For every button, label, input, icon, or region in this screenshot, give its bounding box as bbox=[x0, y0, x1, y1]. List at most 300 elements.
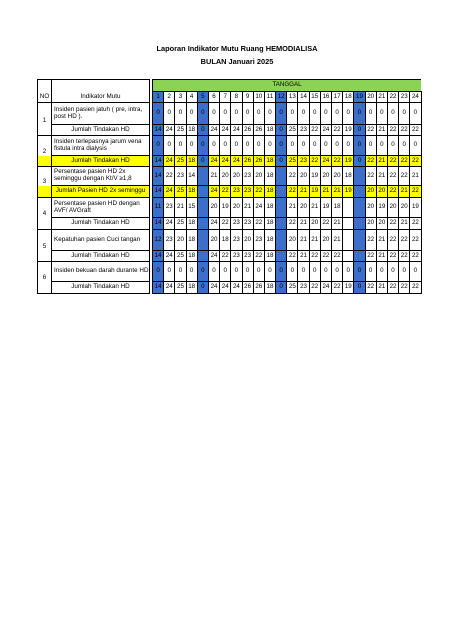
table-row bbox=[38, 186, 422, 198]
row-number bbox=[38, 218, 52, 230]
value-cell: 21 bbox=[376, 125, 387, 136]
table-row bbox=[38, 198, 422, 218]
value-cell: 25 bbox=[175, 218, 186, 230]
value-cell: 21 bbox=[399, 218, 410, 230]
value-cell: 18 bbox=[264, 198, 275, 218]
value-cell: 24 bbox=[208, 156, 219, 167]
value-cell bbox=[276, 167, 287, 186]
value-cell: 24 bbox=[220, 156, 231, 167]
date-header: 1 bbox=[153, 92, 164, 103]
value-cell: 18 bbox=[186, 125, 197, 136]
value-cell: 24 bbox=[208, 218, 219, 230]
value-cell: 21 bbox=[332, 186, 343, 198]
value-cell: 23 bbox=[298, 125, 309, 136]
value-cell: 0 bbox=[298, 103, 309, 125]
value-cell: 0 bbox=[320, 103, 331, 125]
value-cell: 24 bbox=[231, 156, 242, 167]
date-header: 21 bbox=[376, 92, 387, 103]
value-cell bbox=[197, 198, 208, 218]
value-cell: 0 bbox=[354, 125, 365, 136]
value-cell bbox=[276, 198, 287, 218]
value-cell: 19 bbox=[343, 125, 354, 136]
value-cell: 19 bbox=[343, 156, 354, 167]
table-row bbox=[38, 156, 422, 167]
value-cell: 20 bbox=[399, 198, 410, 218]
value-cell: 22 bbox=[365, 282, 376, 294]
date-header: 5 bbox=[197, 92, 208, 103]
table-row bbox=[38, 230, 422, 251]
value-cell: 18 bbox=[264, 186, 275, 198]
header-tanggal: TANGGAL bbox=[153, 80, 422, 92]
value-cell: 19 bbox=[220, 198, 231, 218]
value-cell: 0 bbox=[276, 125, 287, 136]
value-cell bbox=[354, 251, 365, 262]
value-cell: 0 bbox=[276, 156, 287, 167]
value-cell: 24 bbox=[208, 125, 219, 136]
value-cell: 0 bbox=[242, 136, 253, 156]
value-cell: 18 bbox=[186, 218, 197, 230]
value-cell: 0 bbox=[309, 103, 320, 125]
value-cell: 0 bbox=[197, 282, 208, 294]
value-cell: 0 bbox=[276, 282, 287, 294]
value-cell: 18 bbox=[264, 251, 275, 262]
value-cell: 22 bbox=[332, 156, 343, 167]
date-header: 16 bbox=[320, 92, 331, 103]
value-cell: 0 bbox=[387, 136, 398, 156]
value-cell: 0 bbox=[175, 262, 186, 282]
value-cell: 26 bbox=[253, 125, 264, 136]
value-cell: 14 bbox=[153, 251, 164, 262]
value-cell: 22 bbox=[399, 251, 410, 262]
date-header: 24 bbox=[410, 92, 421, 103]
value-cell: 23 bbox=[242, 218, 253, 230]
value-cell: 0 bbox=[365, 262, 376, 282]
value-cell: 0 bbox=[208, 136, 219, 156]
value-cell: 0 bbox=[220, 136, 231, 156]
value-cell: 0 bbox=[287, 103, 298, 125]
value-cell: 20 bbox=[287, 230, 298, 251]
value-cell: 0 bbox=[264, 136, 275, 156]
value-cell: 21 bbox=[376, 282, 387, 294]
value-cell: 22 bbox=[253, 251, 264, 262]
value-cell: 14 bbox=[153, 282, 164, 294]
value-cell: 14 bbox=[153, 125, 164, 136]
value-cell: 20 bbox=[298, 198, 309, 218]
value-cell: 21 bbox=[399, 186, 410, 198]
value-cell: 0 bbox=[153, 262, 164, 282]
date-header: 20 bbox=[365, 92, 376, 103]
value-cell: 20 bbox=[231, 167, 242, 186]
value-cell bbox=[343, 230, 354, 251]
value-cell: 24 bbox=[164, 186, 175, 198]
table-row bbox=[38, 136, 422, 156]
date-header: 7 bbox=[220, 92, 231, 103]
table-row bbox=[38, 262, 422, 282]
value-cell: 18 bbox=[264, 125, 275, 136]
value-cell: 0 bbox=[332, 136, 343, 156]
value-cell: 0 bbox=[164, 136, 175, 156]
value-cell: 0 bbox=[197, 156, 208, 167]
value-cell: 0 bbox=[276, 262, 287, 282]
value-cell: 24 bbox=[164, 125, 175, 136]
value-cell: 22 bbox=[399, 125, 410, 136]
indicator-label: Kepatuhan pasien Cuci tangan bbox=[52, 230, 150, 251]
value-cell: 0 bbox=[354, 282, 365, 294]
date-header: 4 bbox=[186, 92, 197, 103]
table-row bbox=[38, 282, 422, 294]
value-cell: 21 bbox=[287, 198, 298, 218]
indicator-label: Persentase pasien HD dengan AVF/ AVGraft bbox=[52, 198, 150, 218]
value-cell: 22 bbox=[399, 282, 410, 294]
value-cell: 0 bbox=[387, 262, 398, 282]
value-cell: 0 bbox=[242, 103, 253, 125]
date-header: 22 bbox=[387, 92, 398, 103]
value-cell: 0 bbox=[376, 103, 387, 125]
row-number: 3 bbox=[38, 167, 52, 186]
value-cell: 26 bbox=[253, 282, 264, 294]
value-cell: 0 bbox=[242, 262, 253, 282]
value-cell: 0 bbox=[365, 103, 376, 125]
value-cell: 21 bbox=[242, 198, 253, 218]
date-header: 9 bbox=[242, 92, 253, 103]
value-cell: 23 bbox=[298, 282, 309, 294]
value-cell: 25 bbox=[287, 125, 298, 136]
value-cell: 20 bbox=[376, 186, 387, 198]
value-cell: 20 bbox=[320, 230, 331, 251]
value-cell: 22 bbox=[387, 230, 398, 251]
value-cell: 18 bbox=[332, 198, 343, 218]
header-row-dates bbox=[38, 92, 422, 103]
value-cell bbox=[354, 186, 365, 198]
value-cell: 24 bbox=[164, 251, 175, 262]
value-cell: 24 bbox=[208, 186, 219, 198]
header-row-tanggal bbox=[38, 80, 422, 92]
indicator-label: Jumlah Tindakan HD bbox=[52, 156, 150, 167]
date-header: 18 bbox=[343, 92, 354, 103]
value-cell: 19 bbox=[309, 167, 320, 186]
value-cell: 0 bbox=[399, 103, 410, 125]
value-cell: 22 bbox=[164, 167, 175, 186]
date-header: 23 bbox=[399, 92, 410, 103]
value-cell: 22 bbox=[220, 186, 231, 198]
value-cell: 21 bbox=[298, 186, 309, 198]
value-cell: 23 bbox=[231, 251, 242, 262]
value-cell: 24 bbox=[164, 156, 175, 167]
value-cell bbox=[276, 186, 287, 198]
date-header: 19 bbox=[354, 92, 365, 103]
value-cell: 0 bbox=[309, 262, 320, 282]
value-cell: 21 bbox=[320, 186, 331, 198]
indicator-label: Insiden pasien jatuh ( pre, intra, post HD ). bbox=[52, 103, 150, 125]
value-cell: 0 bbox=[264, 262, 275, 282]
value-cell: 19 bbox=[410, 198, 421, 218]
value-cell: 0 bbox=[220, 103, 231, 125]
value-cell: 0 bbox=[410, 103, 421, 125]
value-cell: 19 bbox=[309, 186, 320, 198]
value-cell: 21 bbox=[332, 230, 343, 251]
value-cell: 0 bbox=[343, 262, 354, 282]
value-cell: 21 bbox=[208, 167, 219, 186]
value-cell: 22 bbox=[320, 251, 331, 262]
value-cell: 20 bbox=[387, 198, 398, 218]
row-number: 4 bbox=[38, 198, 52, 218]
value-cell: 22 bbox=[287, 251, 298, 262]
value-cell: 22 bbox=[410, 218, 421, 230]
value-cell: 23 bbox=[253, 230, 264, 251]
value-cell: 25 bbox=[287, 156, 298, 167]
value-cell: 14 bbox=[186, 167, 197, 186]
value-cell: 0 bbox=[320, 262, 331, 282]
value-cell bbox=[197, 218, 208, 230]
value-cell: 0 bbox=[264, 103, 275, 125]
value-cell: 24 bbox=[164, 282, 175, 294]
value-cell bbox=[276, 218, 287, 230]
row-number: 2 bbox=[38, 136, 52, 156]
value-cell: 21 bbox=[298, 218, 309, 230]
value-cell: 0 bbox=[175, 136, 186, 156]
value-cell: 21 bbox=[332, 218, 343, 230]
value-cell: 0 bbox=[186, 136, 197, 156]
table-row bbox=[38, 218, 422, 230]
date-header: 11 bbox=[264, 92, 275, 103]
row-number: 1 bbox=[38, 103, 52, 125]
value-cell: 11 bbox=[153, 198, 164, 218]
value-cell: 19 bbox=[343, 282, 354, 294]
value-cell: 0 bbox=[354, 136, 365, 156]
value-cell: 20 bbox=[365, 198, 376, 218]
value-cell: 26 bbox=[253, 156, 264, 167]
value-cell: 24 bbox=[220, 125, 231, 136]
value-cell: 24 bbox=[253, 198, 264, 218]
value-cell: 24 bbox=[220, 282, 231, 294]
value-cell: 0 bbox=[197, 262, 208, 282]
value-cell: 22 bbox=[387, 282, 398, 294]
date-header: 8 bbox=[231, 92, 242, 103]
value-cell: 21 bbox=[376, 230, 387, 251]
value-cell: 18 bbox=[186, 251, 197, 262]
value-cell: 22 bbox=[332, 282, 343, 294]
header-indicator-top bbox=[52, 80, 150, 92]
value-cell bbox=[354, 198, 365, 218]
value-cell: 20 bbox=[376, 218, 387, 230]
value-cell: 0 bbox=[276, 136, 287, 156]
value-cell: 20 bbox=[365, 186, 376, 198]
value-cell: 23 bbox=[298, 156, 309, 167]
value-cell: 22 bbox=[365, 156, 376, 167]
value-cell: 22 bbox=[365, 251, 376, 262]
value-cell: 18 bbox=[264, 218, 275, 230]
row-number bbox=[38, 156, 52, 167]
header-no-top bbox=[38, 80, 52, 92]
value-cell: 0 bbox=[309, 136, 320, 156]
value-cell: 20 bbox=[242, 230, 253, 251]
value-cell: 21 bbox=[309, 198, 320, 218]
indicator-label: Persentase pasien HD 2x seminggu dengan Kt/V ≥1,8 bbox=[52, 167, 150, 186]
value-cell: 22 bbox=[253, 218, 264, 230]
table-row bbox=[38, 125, 422, 136]
value-cell: 0 bbox=[231, 103, 242, 125]
value-cell: 23 bbox=[231, 218, 242, 230]
value-cell: 23 bbox=[242, 167, 253, 186]
value-cell: 14 bbox=[153, 167, 164, 186]
value-cell: 0 bbox=[332, 262, 343, 282]
value-cell: 22 bbox=[320, 218, 331, 230]
indicator-label: Jumlah Tindakan HD bbox=[52, 125, 150, 136]
indicator-table bbox=[37, 79, 422, 294]
value-cell: 21 bbox=[298, 230, 309, 251]
date-header: 14 bbox=[298, 92, 309, 103]
indicator-label: Insiden terlepasnya jarum vena fistula intra dialysis bbox=[52, 136, 150, 156]
value-cell: 0 bbox=[208, 262, 219, 282]
value-cell: 0 bbox=[365, 136, 376, 156]
value-cell: 22 bbox=[410, 282, 421, 294]
value-cell: 19 bbox=[343, 186, 354, 198]
value-cell: 20 bbox=[231, 198, 242, 218]
value-cell: 18 bbox=[186, 282, 197, 294]
value-cell: 18 bbox=[220, 230, 231, 251]
value-cell: 22 bbox=[309, 156, 320, 167]
value-cell: 22 bbox=[287, 167, 298, 186]
value-cell: 0 bbox=[164, 103, 175, 125]
value-cell: 20 bbox=[298, 167, 309, 186]
value-cell: 25 bbox=[175, 282, 186, 294]
value-cell: 25 bbox=[175, 156, 186, 167]
value-cell: 21 bbox=[298, 251, 309, 262]
date-header: 6 bbox=[208, 92, 219, 103]
value-cell: 24 bbox=[231, 125, 242, 136]
value-cell: 0 bbox=[231, 136, 242, 156]
value-cell: 0 bbox=[186, 262, 197, 282]
value-cell: 21 bbox=[175, 198, 186, 218]
value-cell: 0 bbox=[354, 103, 365, 125]
value-cell: 22 bbox=[365, 167, 376, 186]
value-cell: 23 bbox=[242, 186, 253, 198]
value-cell: 22 bbox=[309, 125, 320, 136]
value-cell: 24 bbox=[320, 125, 331, 136]
value-cell: 18 bbox=[264, 167, 275, 186]
value-cell: 14 bbox=[153, 186, 164, 198]
row-number: 5 bbox=[38, 230, 52, 251]
date-header: 13 bbox=[287, 92, 298, 103]
value-cell: 22 bbox=[410, 251, 421, 262]
value-cell: 22 bbox=[399, 230, 410, 251]
value-cell: 22 bbox=[387, 167, 398, 186]
value-cell: 23 bbox=[164, 198, 175, 218]
indicator-label: Jumlah Pasien HD 2x seminggu bbox=[52, 186, 150, 198]
value-cell: 18 bbox=[264, 156, 275, 167]
value-cell: 22 bbox=[253, 186, 264, 198]
value-cell bbox=[197, 251, 208, 262]
value-cell: 18 bbox=[264, 282, 275, 294]
value-cell: 23 bbox=[231, 186, 242, 198]
value-cell: 0 bbox=[387, 103, 398, 125]
value-cell: 22 bbox=[399, 156, 410, 167]
value-cell: 15 bbox=[186, 198, 197, 218]
value-cell: 22 bbox=[287, 186, 298, 198]
value-cell: 20 bbox=[309, 218, 320, 230]
value-cell: 24 bbox=[208, 282, 219, 294]
value-cell: 18 bbox=[264, 230, 275, 251]
indicator-label: Jumlah Tindakan HD bbox=[52, 282, 150, 294]
value-cell bbox=[197, 167, 208, 186]
value-cell: 0 bbox=[197, 136, 208, 156]
value-cell: 23 bbox=[164, 230, 175, 251]
value-cell: 0 bbox=[399, 262, 410, 282]
value-cell: 21 bbox=[309, 230, 320, 251]
value-cell: 14 bbox=[153, 218, 164, 230]
value-cell: 20 bbox=[220, 167, 231, 186]
value-cell: 0 bbox=[164, 262, 175, 282]
value-cell: 22 bbox=[309, 282, 320, 294]
value-cell: 0 bbox=[320, 136, 331, 156]
value-cell: 21 bbox=[376, 167, 387, 186]
value-cell: 0 bbox=[197, 125, 208, 136]
row-number bbox=[38, 125, 52, 136]
value-cell bbox=[197, 186, 208, 198]
value-cell: 24 bbox=[164, 218, 175, 230]
value-cell: 22 bbox=[365, 230, 376, 251]
value-cell: 0 bbox=[354, 262, 365, 282]
value-cell: 26 bbox=[242, 156, 253, 167]
row-number bbox=[38, 282, 52, 294]
table-row bbox=[38, 167, 422, 186]
value-cell: 21 bbox=[410, 167, 421, 186]
value-cell bbox=[354, 230, 365, 251]
value-cell: 0 bbox=[253, 103, 264, 125]
header-no: NO bbox=[38, 92, 52, 103]
value-cell: 0 bbox=[343, 103, 354, 125]
value-cell: 0 bbox=[410, 262, 421, 282]
value-cell: 18 bbox=[186, 186, 197, 198]
value-cell: 24 bbox=[320, 282, 331, 294]
value-cell: 0 bbox=[153, 136, 164, 156]
value-cell: 20 bbox=[253, 167, 264, 186]
header-indicator: Indikator Mutu bbox=[52, 92, 150, 103]
value-cell: 0 bbox=[287, 136, 298, 156]
value-cell: 12 bbox=[153, 230, 164, 251]
value-cell: 14 bbox=[153, 156, 164, 167]
date-header: 3 bbox=[175, 92, 186, 103]
value-cell: 24 bbox=[208, 251, 219, 262]
value-cell: 22 bbox=[410, 186, 421, 198]
value-cell: 0 bbox=[186, 103, 197, 125]
value-cell: 23 bbox=[231, 230, 242, 251]
value-cell: 0 bbox=[343, 136, 354, 156]
value-cell bbox=[276, 251, 287, 262]
value-cell: 23 bbox=[175, 167, 186, 186]
table-row bbox=[38, 251, 422, 262]
table-row bbox=[38, 103, 422, 125]
value-cell: 0 bbox=[175, 103, 186, 125]
value-cell: 22 bbox=[332, 125, 343, 136]
value-cell: 22 bbox=[387, 218, 398, 230]
value-cell: 0 bbox=[220, 262, 231, 282]
value-cell: 22 bbox=[410, 156, 421, 167]
value-cell: 20 bbox=[365, 218, 376, 230]
date-header: 2 bbox=[164, 92, 175, 103]
date-header: 10 bbox=[253, 92, 264, 103]
value-cell: 22 bbox=[287, 218, 298, 230]
value-cell: 0 bbox=[197, 103, 208, 125]
value-cell: 22 bbox=[332, 251, 343, 262]
value-cell: 24 bbox=[320, 156, 331, 167]
date-header: 17 bbox=[332, 92, 343, 103]
value-cell: 0 bbox=[376, 136, 387, 156]
value-cell: 22 bbox=[410, 125, 421, 136]
value-cell: 22 bbox=[387, 186, 398, 198]
value-cell: 25 bbox=[175, 251, 186, 262]
value-cell: 20 bbox=[320, 167, 331, 186]
